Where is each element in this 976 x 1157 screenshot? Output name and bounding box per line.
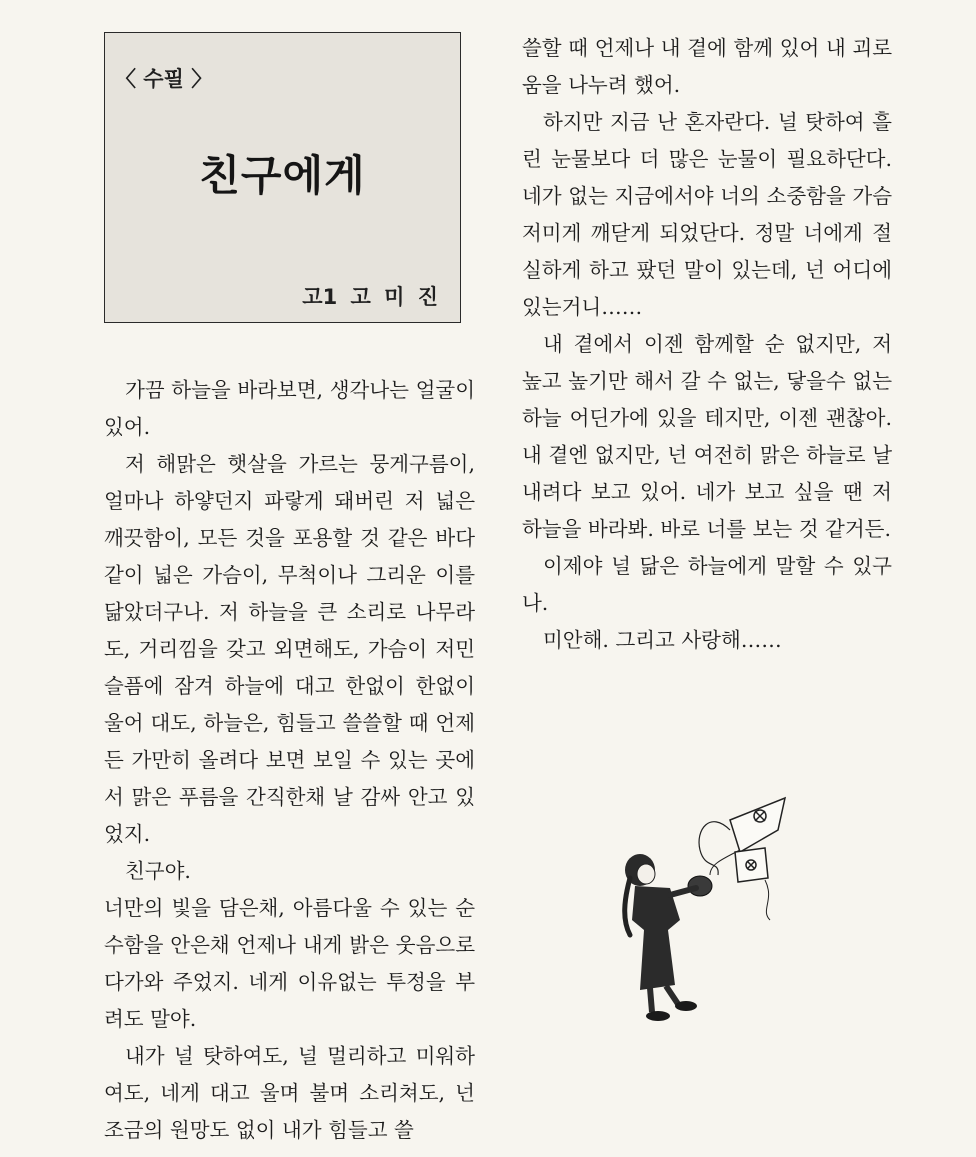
paragraph: 미안해. 그리고 사랑해…… xyxy=(543,628,782,652)
essay-author: 고1 고 미 진 xyxy=(302,285,438,309)
paragraph: 내가 널 탓하여도, 널 멀리하고 미워하여도, 네게 대고 울며 불며 소리쳐도, 넌 조금의 원망도 없이 내가 힘들고 쓸 xyxy=(104,1044,475,1142)
paragraph: 내 곁에서 이젠 함께할 순 없지만, 저 높고 높기만 해서 갈 수 없는, 닿을수 없는 하늘 어딘가에 있을 테지만, 이젠 괜찮아. 내 곁엔 없지만, 넌 여전히 맑은 하늘로 날 내려다 보고 있어. 네가 보고 싶을 땐 저 하늘을 바라봐. 바로 너를 보는 것 같거든. xyxy=(522,332,892,541)
paragraph: 친구야. xyxy=(125,859,191,883)
right-text-column xyxy=(522,30,892,659)
kite-icon xyxy=(730,798,785,852)
paragraph: 하지만 지금 난 혼자란다. 널 탓하여 흘린 눈물보다 더 많은 눈물이 필요하단다. 네가 없는 지금에서야 너의 소중함을 가슴 저미게 깨닫게 되었단다. 정말 너에게 절실하게 하고 팠던 말이 있는데, 넌 어디에 있는거니…… xyxy=(522,110,892,319)
kite-icon xyxy=(735,848,768,882)
essay-category-label: 〈 수필 〉 xyxy=(115,67,213,91)
left-text-column xyxy=(104,372,475,1149)
essay-title: 친구에게 xyxy=(199,151,366,200)
title-box xyxy=(104,32,461,323)
paragraph: 가끔 하늘을 바라보면, 생각나는 얼굴이 있어. xyxy=(104,378,475,439)
paragraph: 너만의 빛을 담은채, 아름다울 수 있는 순수함을 안은채 언제나 내게 밝은 웃음으로 다가와 주었지. 네게 이유없는 투정을 부려도 말야. xyxy=(104,896,475,1031)
paragraph: 이제야 널 닮은 하늘에게 말할 수 있구나. xyxy=(522,554,892,615)
paragraph: 저 해맑은 햇살을 가르는 뭉게구름이, 얼마나 하얗던지 파랗게 돼버린 저 넓은 깨끗함이, 모든 것을 포용할 것 같은 바다같이 넓은 가슴이, 무척이나 그리운 이를 닮았더구나. 저 하늘을 큰 소리로 나무라도, 거리낌을 갖고 외면해도, 가슴이 저민 슬픔에 잠겨 하늘에 대고 한없이 한없이 울어 대도, 하늘은, 힘들고 쓸쓸할 때 언제든 가만히 올려다 보면 보일 수 있는 곳에서 맑은 푸름을 간직한채 날 감싸 안고 있었지. xyxy=(104,452,475,846)
girl-flying-kite-illustration xyxy=(600,790,800,1030)
paragraph: 쓸할 때 언제나 내 곁에 함께 있어 내 괴로움을 나누려 했어. xyxy=(522,36,892,97)
